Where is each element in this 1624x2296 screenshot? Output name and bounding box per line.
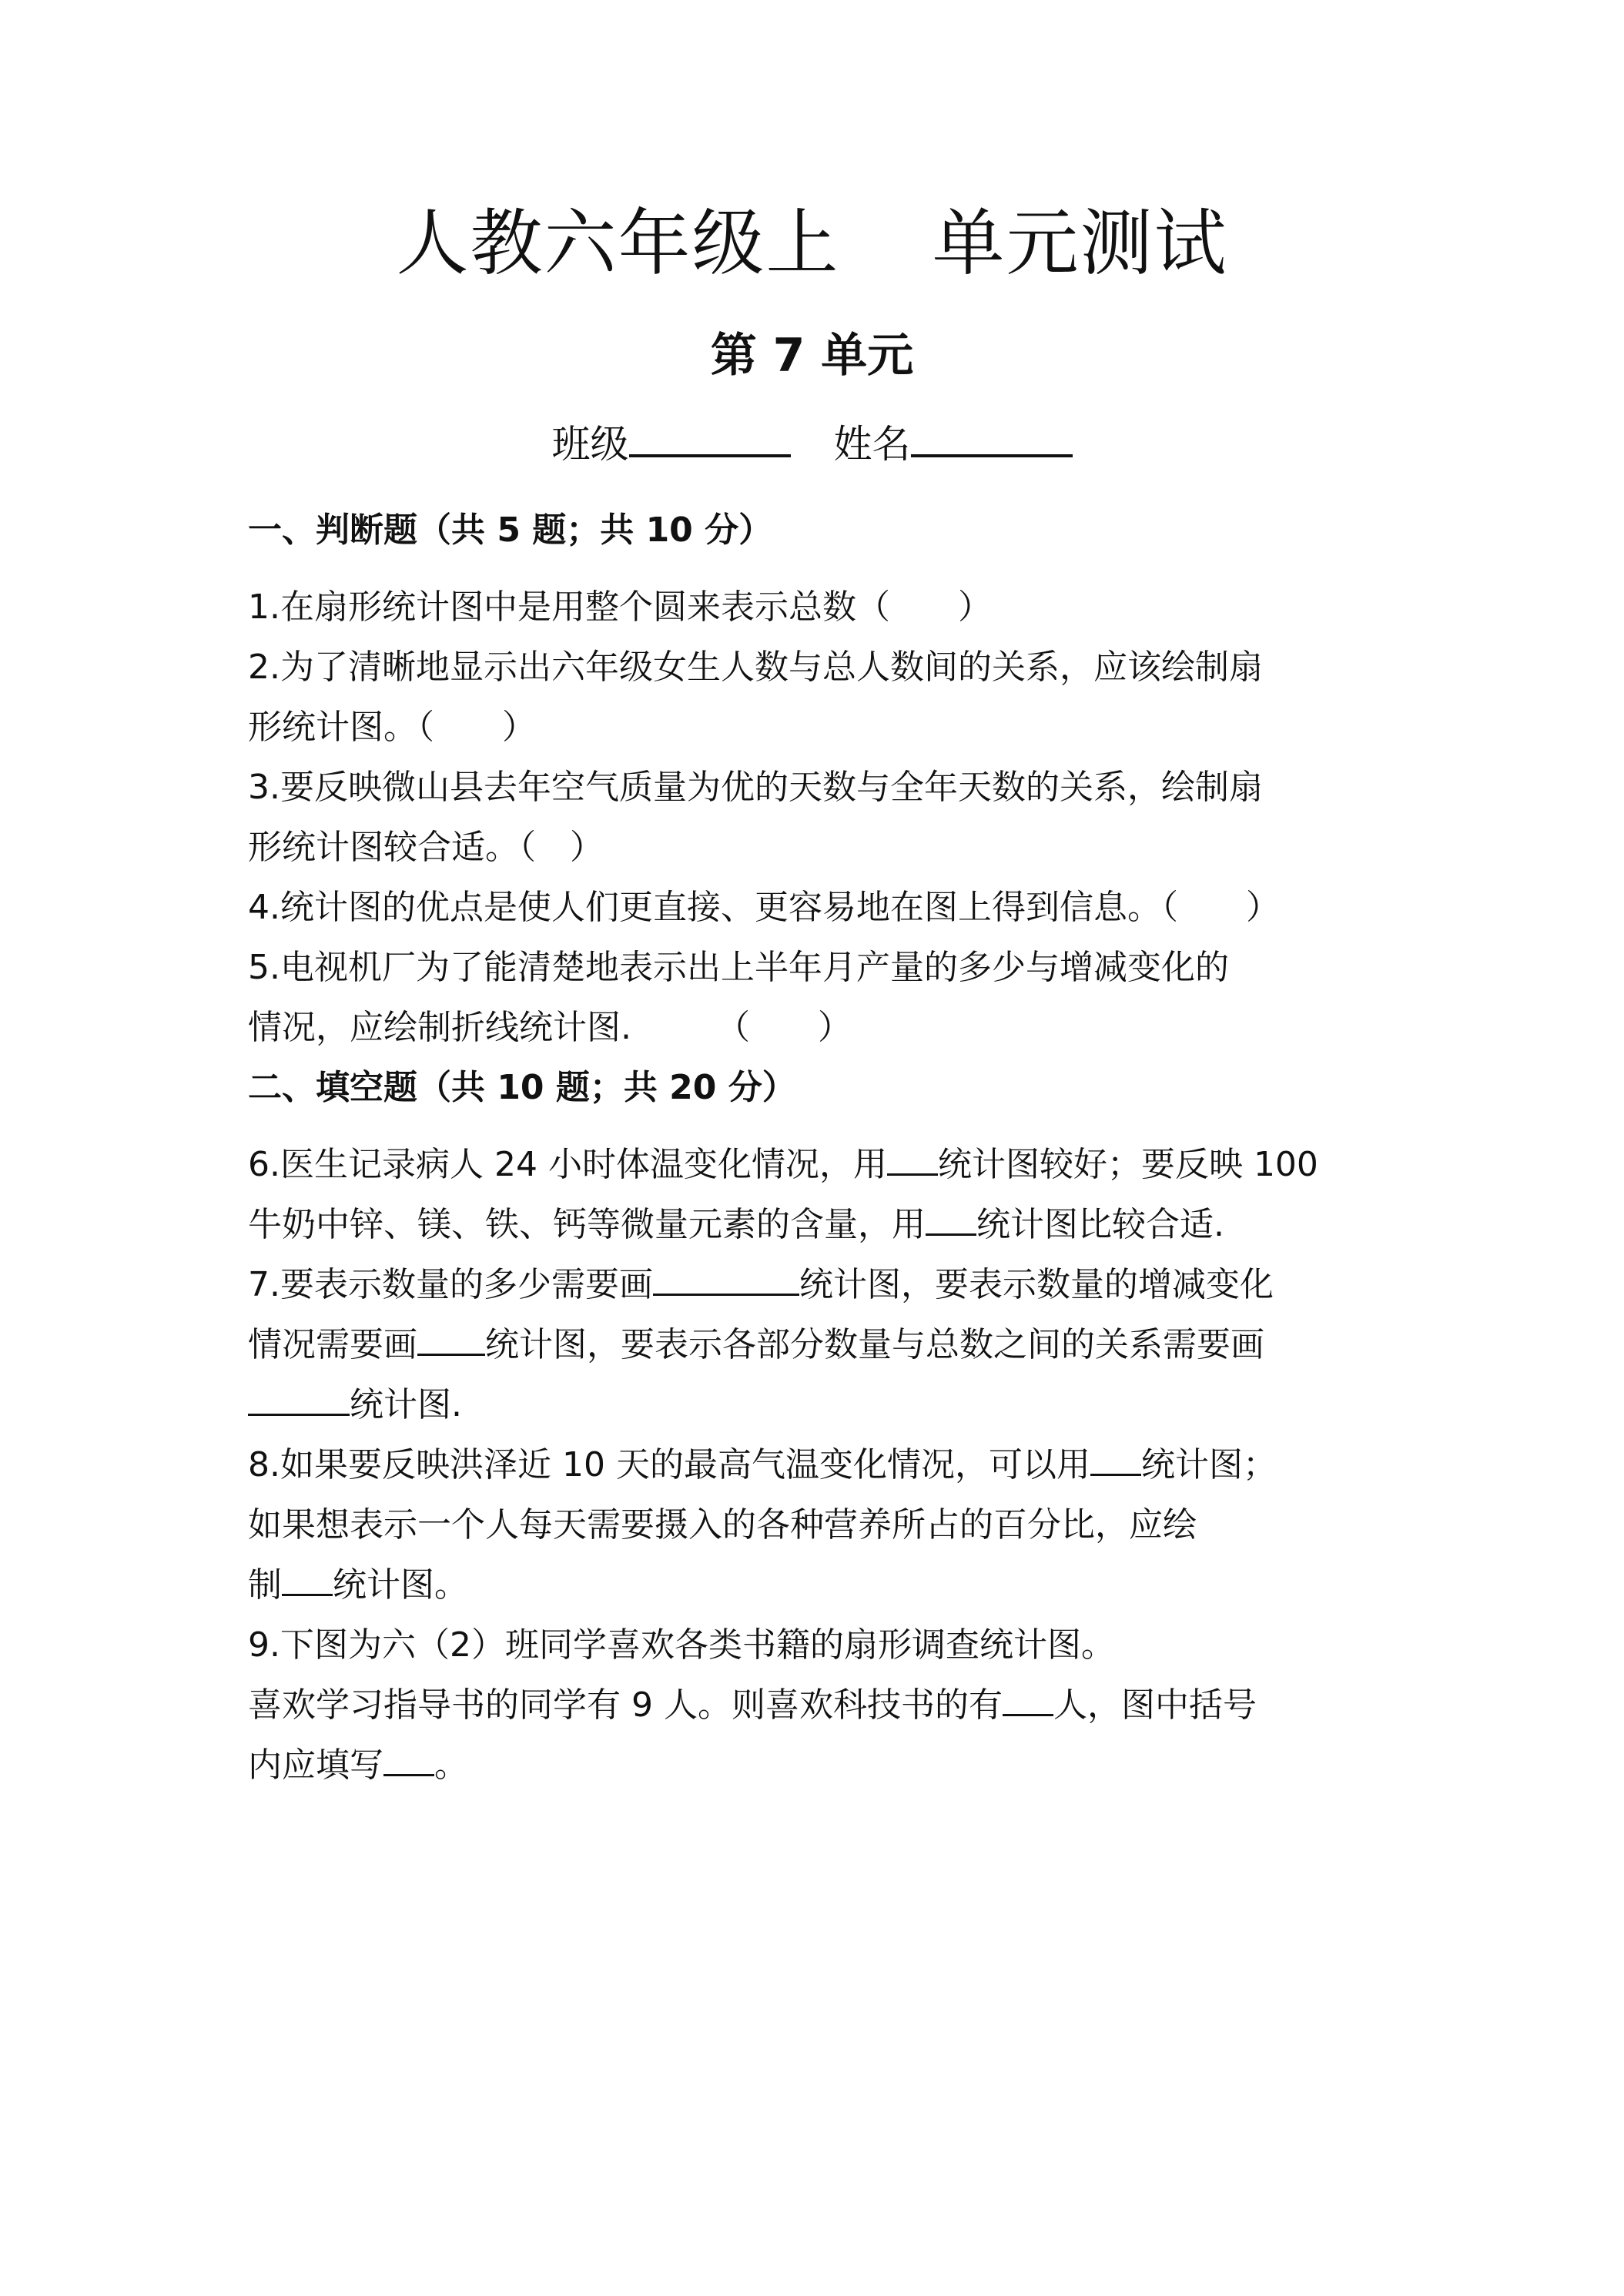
question-line: 7.要表示数量的多少需要画 统计图，要表示数量的增减变化 <box>248 1255 1403 1315</box>
question-line: 3.要反映微山县去年空气质量为优的天数与全年天数的关系，绘制扇 <box>248 768 1263 807</box>
question-line: 情况，应绘制折线统计图. （ ） <box>248 1008 852 1047</box>
name-blank[interactable] <box>911 414 1073 457</box>
question-6 <box>248 1135 1403 1255</box>
question-line: 8.如果要反映洪泽近 10 天的最高气温变化情况，可以用 统计图； <box>248 1435 1403 1495</box>
answer-blank[interactable] <box>282 1560 333 1596</box>
question-line: 形统计图较合适。（ ） <box>248 828 604 867</box>
question-line: 内应填写 。 <box>248 1735 1403 1796</box>
answer-blank[interactable] <box>248 1380 350 1416</box>
question-line: 喜欢学习指导书的同学有 9 人。则喜欢科技书的有 人，图中括号 <box>248 1675 1403 1735</box>
question-line: 如果想表示一个人每天需要摄入的各种营养所占的百分比，应绘 <box>248 1505 1197 1545</box>
question-line: 形统计图。（ ） <box>248 708 536 747</box>
title-grade: 人教六年级上 <box>396 202 840 286</box>
answer-blank[interactable] <box>926 1200 976 1236</box>
question-line: 1.在扇形统计图中是用整个圆来表示总数（ ） <box>248 587 992 627</box>
answer-blank[interactable] <box>383 1740 434 1776</box>
student-info-line <box>0 414 1624 471</box>
answer-blank[interactable] <box>653 1260 799 1296</box>
question-line: 6.医生记录病人 24 小时体温变化情况，用 统计图较好；要反映 100 <box>248 1135 1403 1195</box>
question-7 <box>248 1255 1403 1435</box>
question-line: 情况需要画 统计图，要表示各部分数量与总数之间的关系需要画 <box>248 1315 1403 1375</box>
page-title <box>0 202 1624 286</box>
question-4 <box>248 878 1403 938</box>
answer-blank[interactable] <box>417 1320 485 1356</box>
name-label: 姓名 <box>833 422 911 467</box>
question-2 <box>248 638 1403 758</box>
question-line: 4.统计图的优点是使人们更直接、更容易地在图上得到信息。（ ） <box>248 888 1280 927</box>
answer-blank[interactable] <box>1090 1440 1141 1476</box>
question-5 <box>248 938 1403 1058</box>
question-3 <box>248 758 1403 878</box>
answer-blank[interactable] <box>1003 1680 1053 1716</box>
class-blank[interactable] <box>629 414 791 457</box>
question-1 <box>248 577 1403 638</box>
question-8 <box>248 1435 1403 1615</box>
question-line: 牛奶中锌、镁、铁、钙等微量元素的含量，用 统计图比较合适. <box>248 1195 1403 1255</box>
question-line: 制 统计图。 <box>248 1555 1403 1615</box>
unit-subtitle: 第 7 单元 <box>710 329 914 383</box>
section-heading-fill-in: 二、填空题（共 10 题；共 20 分） <box>248 1068 796 1107</box>
question-line: 统计图. <box>248 1375 1403 1435</box>
question-9 <box>248 1615 1403 1796</box>
title-test: 单元测试 <box>932 202 1228 286</box>
class-label: 班级 <box>551 422 629 467</box>
question-line: 5.电视机厂为了能清楚地表示出上半年月产量的多少与增减变化的 <box>248 948 1229 987</box>
section-heading-judgment: 一、判断题（共 5 题；共 10 分） <box>248 510 773 550</box>
answer-blank[interactable] <box>887 1140 938 1176</box>
question-line: 9.下图为六（2）班同学喜欢各类书籍的扇形调查统计图。 <box>248 1625 1115 1665</box>
question-line: 2.为了清晰地显示出六年级女生人数与总人数间的关系，应该绘制扇 <box>248 648 1263 687</box>
question-content <box>248 500 1403 1796</box>
